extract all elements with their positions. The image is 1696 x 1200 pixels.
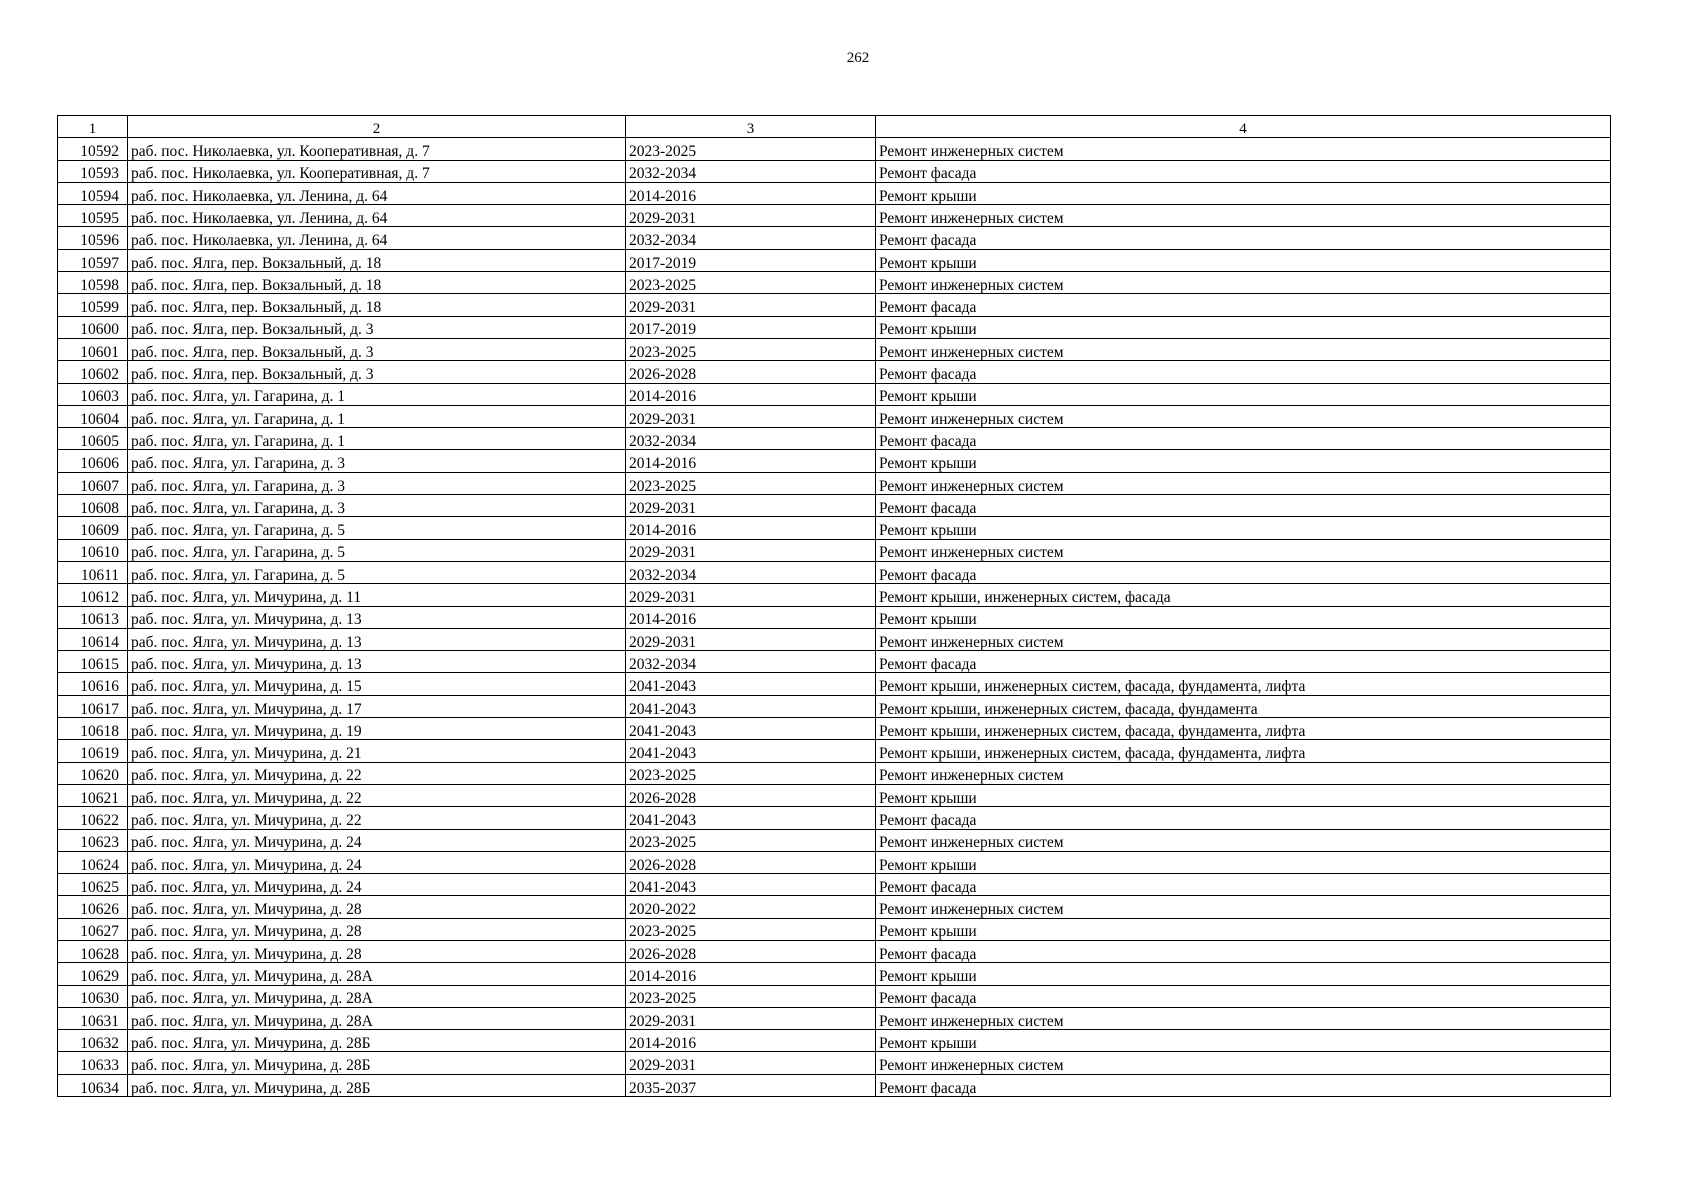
cell-period: 2026-2028 [626,784,876,806]
cell-address: раб. пос. Ялга, ул. Гагарина, д. 5 [128,517,626,539]
cell-address: раб. пос. Ялга, пер. Вокзальный, д. 18 [128,294,626,316]
cell-row-number: 10614 [58,628,128,650]
cell-period: 2029-2031 [626,539,876,561]
cell-work-type: Ремонт инженерных систем [876,472,1611,494]
cell-period: 2017-2019 [626,316,876,338]
cell-row-number: 10603 [58,383,128,405]
cell-work-type: Ремонт крыши [876,606,1611,628]
table-row [58,495,1611,517]
cell-address: раб. пос. Ялга, ул. Гагарина, д. 1 [128,428,626,450]
cell-period: 2041-2043 [626,673,876,695]
cell-period: 2023-2025 [626,985,876,1007]
table-row [58,227,1611,249]
cell-address: раб. пос. Ялга, ул. Мичурина, д. 28А [128,1007,626,1029]
cell-work-type: Ремонт фасада [876,428,1611,450]
header-col-2: 2 [128,116,626,138]
cell-address: раб. пос. Ялга, пер. Вокзальный, д. 18 [128,249,626,271]
cell-work-type: Ремонт крыши [876,316,1611,338]
cell-address: раб. пос. Ялга, ул. Мичурина, д. 24 [128,851,626,873]
table-row [58,740,1611,762]
cell-row-number: 10625 [58,874,128,896]
table-row [58,561,1611,583]
cell-address: раб. пос. Ялга, ул. Мичурина, д. 28 [128,940,626,962]
cell-period: 2014-2016 [626,517,876,539]
cell-period: 2032-2034 [626,227,876,249]
cell-address: раб. пос. Ялга, пер. Вокзальный, д. 3 [128,338,626,360]
cell-work-type: Ремонт фасада [876,361,1611,383]
cell-period: 2014-2016 [626,383,876,405]
cell-row-number: 10619 [58,740,128,762]
table-row [58,829,1611,851]
cell-work-type: Ремонт инженерных систем [876,762,1611,784]
cell-work-type: Ремонт фасада [876,495,1611,517]
cell-row-number: 10626 [58,896,128,918]
cell-work-type: Ремонт инженерных систем [876,539,1611,561]
cell-address: раб. пос. Ялга, ул. Мичурина, д. 28Б [128,1052,626,1074]
cell-address: раб. пос. Ялга, ул. Мичурина, д. 21 [128,740,626,762]
cell-work-type: Ремонт инженерных систем [876,1052,1611,1074]
table-row [58,539,1611,561]
cell-work-type: Ремонт инженерных систем [876,338,1611,360]
table-row [58,584,1611,606]
cell-period: 2023-2025 [626,272,876,294]
cell-work-type: Ремонт фасада [876,874,1611,896]
cell-period: 2041-2043 [626,874,876,896]
cell-address: раб. пос. Николаевка, ул. Ленина, д. 64 [128,227,626,249]
cell-address: раб. пос. Николаевка, ул. Ленина, д. 64 [128,205,626,227]
table-row [58,628,1611,650]
cell-address: раб. пос. Ялга, пер. Вокзальный, д. 3 [128,316,626,338]
page-number: 262 [846,50,870,66]
cell-row-number: 10595 [58,205,128,227]
cell-address: раб. пос. Ялга, ул. Мичурина, д. 28 [128,918,626,940]
cell-address: раб. пос. Николаевка, ул. Кооперативная, д. 7 [128,138,626,160]
cell-work-type: Ремонт крыши, инженерных систем, фасада, фундамента, лифта [876,673,1611,695]
cell-period: 2029-2031 [626,628,876,650]
cell-work-type: Ремонт фасада [876,807,1611,829]
table-row [58,1052,1611,1074]
cell-period: 2023-2025 [626,138,876,160]
cell-address: раб. пос. Ялга, ул. Гагарина, д. 3 [128,450,626,472]
cell-address: раб. пос. Ялга, ул. Мичурина, д. 24 [128,829,626,851]
table-row [58,1074,1611,1096]
cell-period: 2026-2028 [626,361,876,383]
cell-row-number: 10592 [58,138,128,160]
table-row [58,383,1611,405]
cell-address: раб. пос. Ялга, ул. Мичурина, д. 22 [128,784,626,806]
cell-row-number: 10608 [58,495,128,517]
cell-period: 2041-2043 [626,740,876,762]
cell-work-type: Ремонт инженерных систем [876,405,1611,427]
cell-row-number: 10615 [58,651,128,673]
cell-address: раб. пос. Ялга, ул. Гагарина, д. 5 [128,561,626,583]
cell-address: раб. пос. Ялга, ул. Мичурина, д. 28Б [128,1074,626,1096]
table-row [58,182,1611,204]
cell-row-number: 10633 [58,1052,128,1074]
cell-address: раб. пос. Ялга, ул. Мичурина, д. 28 [128,896,626,918]
cell-work-type: Ремонт крыши, инженерных систем, фасада [876,584,1611,606]
table-row [58,450,1611,472]
cell-period: 2032-2034 [626,428,876,450]
cell-period: 2032-2034 [626,160,876,182]
cell-period: 2023-2025 [626,918,876,940]
table-row [58,1007,1611,1029]
cell-period: 2014-2016 [626,450,876,472]
cell-period: 2014-2016 [626,1030,876,1052]
cell-period: 2035-2037 [626,1074,876,1096]
cell-period: 2026-2028 [626,940,876,962]
cell-period: 2041-2043 [626,695,876,717]
table-row [58,784,1611,806]
cell-period: 2014-2016 [626,182,876,204]
header-col-4: 4 [876,116,1611,138]
table-row [58,428,1611,450]
cell-address: раб. пос. Николаевка, ул. Кооперативная, д. 7 [128,160,626,182]
cell-address: раб. пос. Ялга, пер. Вокзальный, д. 3 [128,361,626,383]
cell-address: раб. пос. Ялга, ул. Мичурина, д. 28А [128,985,626,1007]
cell-period: 2023-2025 [626,338,876,360]
cell-row-number: 10609 [58,517,128,539]
cell-work-type: Ремонт фасада [876,160,1611,182]
table-row [58,896,1611,918]
cell-work-type: Ремонт крыши [876,1030,1611,1052]
cell-row-number: 10627 [58,918,128,940]
cell-work-type: Ремонт крыши, инженерных систем, фасада, фундамента, лифта [876,718,1611,740]
cell-period: 2029-2031 [626,1052,876,1074]
cell-period: 2032-2034 [626,651,876,673]
cell-address: раб. пос. Ялга, ул. Мичурина, д. 22 [128,762,626,784]
cell-row-number: 10607 [58,472,128,494]
cell-period: 2041-2043 [626,807,876,829]
table-row [58,606,1611,628]
table-row [58,807,1611,829]
cell-period: 2029-2031 [626,205,876,227]
cell-row-number: 10622 [58,807,128,829]
cell-work-type: Ремонт инженерных систем [876,205,1611,227]
table-row [58,851,1611,873]
cell-address: раб. пос. Ялга, ул. Мичурина, д. 28Б [128,1030,626,1052]
cell-period: 2041-2043 [626,718,876,740]
cell-address: раб. пос. Ялга, ул. Гагарина, д. 1 [128,383,626,405]
cell-work-type: Ремонт инженерных систем [876,138,1611,160]
cell-row-number: 10628 [58,940,128,962]
table-row [58,338,1611,360]
table-row [58,138,1611,160]
table-row [58,940,1611,962]
cell-row-number: 10630 [58,985,128,1007]
cell-work-type: Ремонт крыши [876,784,1611,806]
cell-work-type: Ремонт фасада [876,940,1611,962]
table-row [58,918,1611,940]
cell-address: раб. пос. Ялга, ул. Мичурина, д. 22 [128,807,626,829]
table-row [58,272,1611,294]
cell-row-number: 10612 [58,584,128,606]
table-row [58,160,1611,182]
cell-row-number: 10600 [58,316,128,338]
cell-row-number: 10593 [58,160,128,182]
cell-row-number: 10621 [58,784,128,806]
cell-row-number: 10617 [58,695,128,717]
cell-row-number: 10634 [58,1074,128,1096]
cell-row-number: 10596 [58,227,128,249]
cell-address: раб. пос. Ялга, пер. Вокзальный, д. 18 [128,272,626,294]
cell-row-number: 10618 [58,718,128,740]
cell-work-type: Ремонт крыши [876,918,1611,940]
header-col-3: 3 [626,116,876,138]
header-col-1: 1 [58,116,128,138]
cell-work-type: Ремонт фасада [876,561,1611,583]
table-row [58,316,1611,338]
cell-period: 2032-2034 [626,561,876,583]
cell-address: раб. пос. Ялга, ул. Гагарина, д. 5 [128,539,626,561]
cell-row-number: 10611 [58,561,128,583]
cell-period: 2023-2025 [626,472,876,494]
cell-row-number: 10601 [58,338,128,360]
cell-work-type: Ремонт крыши [876,517,1611,539]
cell-address: раб. пос. Ялга, ул. Мичурина, д. 19 [128,718,626,740]
cell-work-type: Ремонт инженерных систем [876,896,1611,918]
table-row [58,205,1611,227]
cell-period: 2023-2025 [626,762,876,784]
cell-row-number: 10613 [58,606,128,628]
cell-address: раб. пос. Николаевка, ул. Ленина, д. 64 [128,182,626,204]
table-row [58,874,1611,896]
repair-schedule-table [57,115,1611,1097]
table-row [58,249,1611,271]
table-row [58,718,1611,740]
cell-work-type: Ремонт фасада [876,227,1611,249]
cell-row-number: 10597 [58,249,128,271]
cell-period: 2017-2019 [626,249,876,271]
cell-work-type: Ремонт крыши, инженерных систем, фасада, фундамента [876,695,1611,717]
table-row [58,294,1611,316]
cell-row-number: 10620 [58,762,128,784]
cell-work-type: Ремонт инженерных систем [876,628,1611,650]
cell-address: раб. пос. Ялга, ул. Мичурина, д. 24 [128,874,626,896]
cell-period: 2029-2031 [626,584,876,606]
cell-work-type: Ремонт крыши [876,383,1611,405]
table-row [58,472,1611,494]
table-row [58,695,1611,717]
cell-row-number: 10616 [58,673,128,695]
cell-work-type: Ремонт фасада [876,1074,1611,1096]
cell-address: раб. пос. Ялга, ул. Мичурина, д. 11 [128,584,626,606]
cell-period: 2029-2031 [626,294,876,316]
cell-work-type: Ремонт инженерных систем [876,1007,1611,1029]
table-row [58,517,1611,539]
cell-row-number: 10599 [58,294,128,316]
cell-row-number: 10631 [58,1007,128,1029]
cell-work-type: Ремонт инженерных систем [876,272,1611,294]
cell-work-type: Ремонт крыши [876,450,1611,472]
cell-address: раб. пос. Ялга, ул. Мичурина, д. 15 [128,673,626,695]
cell-work-type: Ремонт крыши [876,249,1611,271]
cell-period: 2029-2031 [626,1007,876,1029]
cell-period: 2029-2031 [626,495,876,517]
cell-row-number: 10632 [58,1030,128,1052]
table-row [58,762,1611,784]
table-row [58,985,1611,1007]
cell-period: 2029-2031 [626,405,876,427]
cell-period: 2026-2028 [626,851,876,873]
table-row [58,651,1611,673]
cell-period: 2020-2022 [626,896,876,918]
cell-address: раб. пос. Ялга, ул. Мичурина, д. 13 [128,651,626,673]
table-row [58,361,1611,383]
cell-address: раб. пос. Ялга, ул. Мичурина, д. 13 [128,628,626,650]
cell-row-number: 10598 [58,272,128,294]
cell-row-number: 10623 [58,829,128,851]
cell-row-number: 10594 [58,182,128,204]
cell-period: 2014-2016 [626,606,876,628]
cell-row-number: 10604 [58,405,128,427]
cell-work-type: Ремонт крыши [876,851,1611,873]
table-row [58,405,1611,427]
cell-row-number: 10606 [58,450,128,472]
cell-row-number: 10602 [58,361,128,383]
cell-address: раб. пос. Ялга, ул. Гагарина, д. 1 [128,405,626,427]
table-row [58,963,1611,985]
cell-period: 2014-2016 [626,963,876,985]
cell-row-number: 10629 [58,963,128,985]
table-row [58,1030,1611,1052]
cell-work-type: Ремонт крыши [876,182,1611,204]
cell-address: раб. пос. Ялга, ул. Мичурина, д. 13 [128,606,626,628]
cell-work-type: Ремонт крыши, инженерных систем, фасада, фундамента, лифта [876,740,1611,762]
cell-address: раб. пос. Ялга, ул. Мичурина, д. 28А [128,963,626,985]
cell-row-number: 10610 [58,539,128,561]
cell-work-type: Ремонт фасада [876,985,1611,1007]
cell-work-type: Ремонт крыши [876,963,1611,985]
table-body [58,138,1611,1097]
cell-work-type: Ремонт фасада [876,651,1611,673]
cell-address: раб. пос. Ялга, ул. Гагарина, д. 3 [128,472,626,494]
cell-address: раб. пос. Ялга, ул. Мичурина, д. 17 [128,695,626,717]
table-row [58,673,1611,695]
cell-work-type: Ремонт инженерных систем [876,829,1611,851]
cell-address: раб. пос. Ялга, ул. Гагарина, д. 3 [128,495,626,517]
table-header-row [58,116,1611,138]
cell-period: 2023-2025 [626,829,876,851]
cell-row-number: 10624 [58,851,128,873]
cell-row-number: 10605 [58,428,128,450]
cell-work-type: Ремонт фасада [876,294,1611,316]
